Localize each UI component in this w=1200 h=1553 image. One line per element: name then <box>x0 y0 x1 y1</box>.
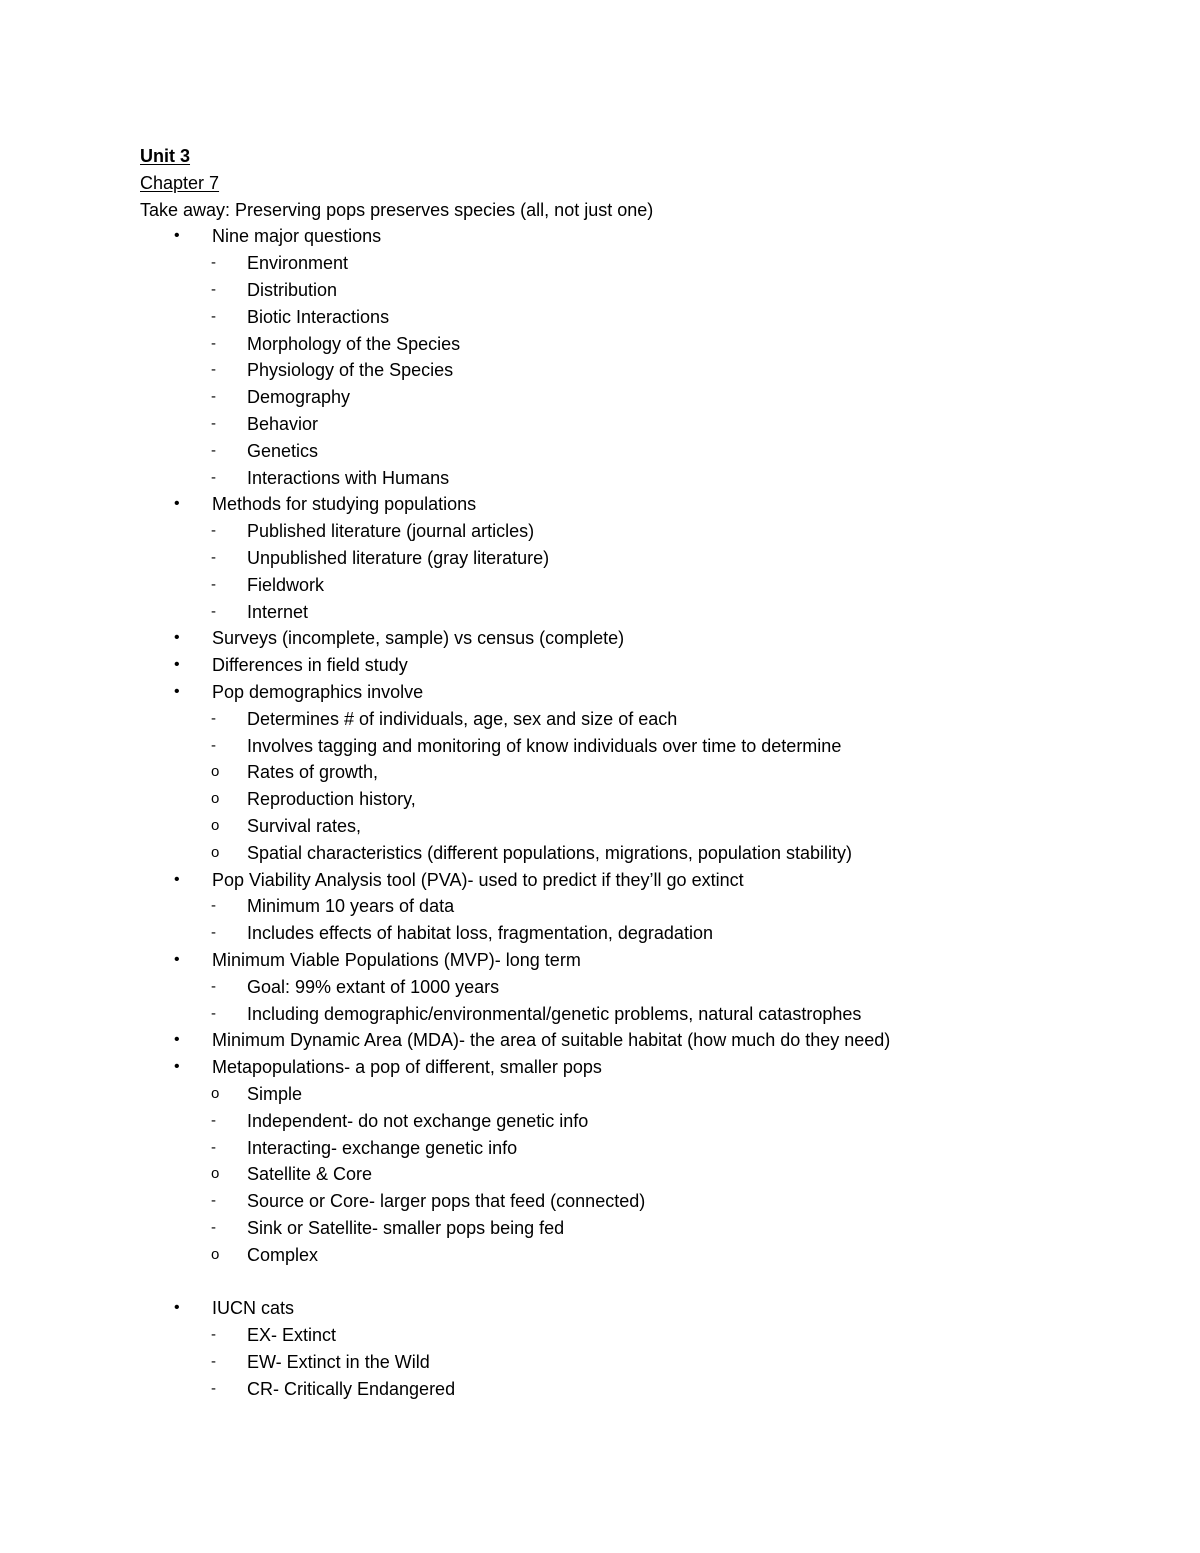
bullet-marker: • <box>174 683 180 700</box>
item-text: Rates of growth, <box>247 762 379 783</box>
circle-marker: o <box>211 843 220 861</box>
chapter-heading: Chapter 7 <box>140 172 220 193</box>
item-text: Satellite & Core <box>247 1164 373 1185</box>
dash-marker: - <box>211 709 216 727</box>
item-text: Independent- do not exchange genetic info <box>247 1110 589 1131</box>
item-text: Spatial characteristics (different populations, migrations, population stability) <box>247 842 852 863</box>
item-text: EX- Extinct <box>247 1325 337 1346</box>
item-text: Differences in field study <box>212 655 408 676</box>
item-text: Including demographic/environmental/genetic problems, natural catastrophes <box>247 1003 862 1024</box>
item-text: Pop demographics involve <box>212 682 424 702</box>
circle-marker: o <box>211 763 220 781</box>
item-text: Distribution <box>247 280 338 300</box>
item-text: Unpublished literature (gray literature) <box>247 548 550 568</box>
dash-marker: - <box>211 441 216 459</box>
bullet-marker: • <box>174 951 180 968</box>
dash-marker: - <box>211 1326 216 1344</box>
item-text: Includes effects of habitat loss, fragmentation, degradation <box>247 923 713 944</box>
unit-heading: Unit 3 <box>140 146 191 166</box>
dash-marker: - <box>211 977 216 995</box>
dash-marker: - <box>211 281 216 298</box>
item-text: Interactions with Humans <box>247 467 450 488</box>
item-text: Involves tagging and monitoring of know individuals over time to determine <box>247 735 842 756</box>
item-text: Reproduction history, <box>247 789 416 810</box>
dash-marker: - <box>211 1192 216 1210</box>
dash-marker: - <box>211 897 216 915</box>
dash-marker: - <box>211 415 216 432</box>
item-text: Nine major questions <box>212 226 382 247</box>
item-text: Metapopulations- a pop of different, smaller pops <box>212 1057 602 1078</box>
circle-marker: o <box>211 1165 220 1183</box>
item-text: IUCN cats <box>212 1298 295 1319</box>
circle-marker: o <box>211 817 220 834</box>
dash-marker: - <box>211 468 216 486</box>
item-text: Physiology of the Species <box>247 360 454 381</box>
circle-marker: o <box>211 1085 220 1102</box>
bullet-marker: • <box>174 629 180 647</box>
item-text: CR- Critically Endangered <box>247 1378 456 1399</box>
dash-marker: - <box>211 522 216 540</box>
dash-marker: - <box>211 334 216 352</box>
item-text: Environment <box>247 253 349 274</box>
dash-marker: - <box>211 1138 216 1156</box>
dash-marker: - <box>211 254 216 272</box>
dash-marker: - <box>211 549 216 566</box>
bullet-marker: • <box>174 870 180 888</box>
item-text: Surveys (incomplete, sample) vs census (complete) <box>212 628 625 649</box>
item-text: Minimum 10 years of data <box>247 896 455 917</box>
dash-marker: - <box>211 361 216 379</box>
dash-marker: - <box>211 388 216 406</box>
item-text: Complex <box>247 1244 319 1265</box>
bullet-marker: • <box>174 1058 180 1076</box>
item-text: Fieldwork <box>247 574 325 595</box>
dash-marker: - <box>211 1111 216 1129</box>
item-text: Interacting- exchange genetic info <box>247 1137 518 1158</box>
dash-marker: - <box>211 307 216 325</box>
dash-marker: - <box>211 602 216 620</box>
item-text: Morphology of the Species <box>247 333 461 354</box>
dash-marker: - <box>211 575 216 593</box>
item-text: EW- Extinct in the Wild <box>247 1352 430 1372</box>
item-text: Methods for studying populations <box>212 494 477 515</box>
circle-marker: o <box>211 790 220 808</box>
dash-marker: - <box>211 1219 216 1236</box>
dash-marker: - <box>211 736 216 754</box>
item-text: Minimum Viable Populations (MVP)- long term <box>212 950 581 970</box>
item-text: Genetics <box>247 440 319 461</box>
dash-marker: - <box>211 1353 216 1370</box>
item-text: Minimum Dynamic Area (MDA)- the area of suitable habitat (how much do they need) <box>212 1030 891 1051</box>
dash-marker: - <box>211 1379 216 1397</box>
bullet-marker: • <box>174 495 180 513</box>
bullet-marker: • <box>174 656 180 674</box>
item-text: Pop Viability Analysis tool (PVA)- used to predict if they’ll go extinct <box>212 869 744 890</box>
line-text: Take away: Preserving pops preserves species (all, not just one) <box>140 199 654 220</box>
dash-marker: - <box>211 1004 216 1022</box>
item-text: Internet <box>247 601 309 622</box>
item-text: Behavior <box>247 414 319 434</box>
item-text: Goal: 99% extant of 1000 years <box>247 976 500 997</box>
bullet-marker: • <box>174 1299 180 1317</box>
item-text: Survival rates, <box>247 816 362 836</box>
item-text: Published literature (journal articles) <box>247 521 535 542</box>
item-text: Sink or Satellite- smaller pops being fed <box>247 1218 565 1238</box>
item-text: Determines # of individuals, age, sex and size of each <box>247 708 678 729</box>
item-text: Biotic Interactions <box>247 306 390 327</box>
circle-marker: o <box>211 1245 220 1263</box>
bullet-marker: • <box>174 1031 180 1049</box>
item-text: Simple <box>247 1084 303 1104</box>
item-text: Demography <box>247 387 351 408</box>
dash-marker: - <box>211 924 216 942</box>
bullet-marker: • <box>174 227 180 245</box>
item-text: Source or Core- larger pops that feed (connected) <box>247 1191 646 1212</box>
